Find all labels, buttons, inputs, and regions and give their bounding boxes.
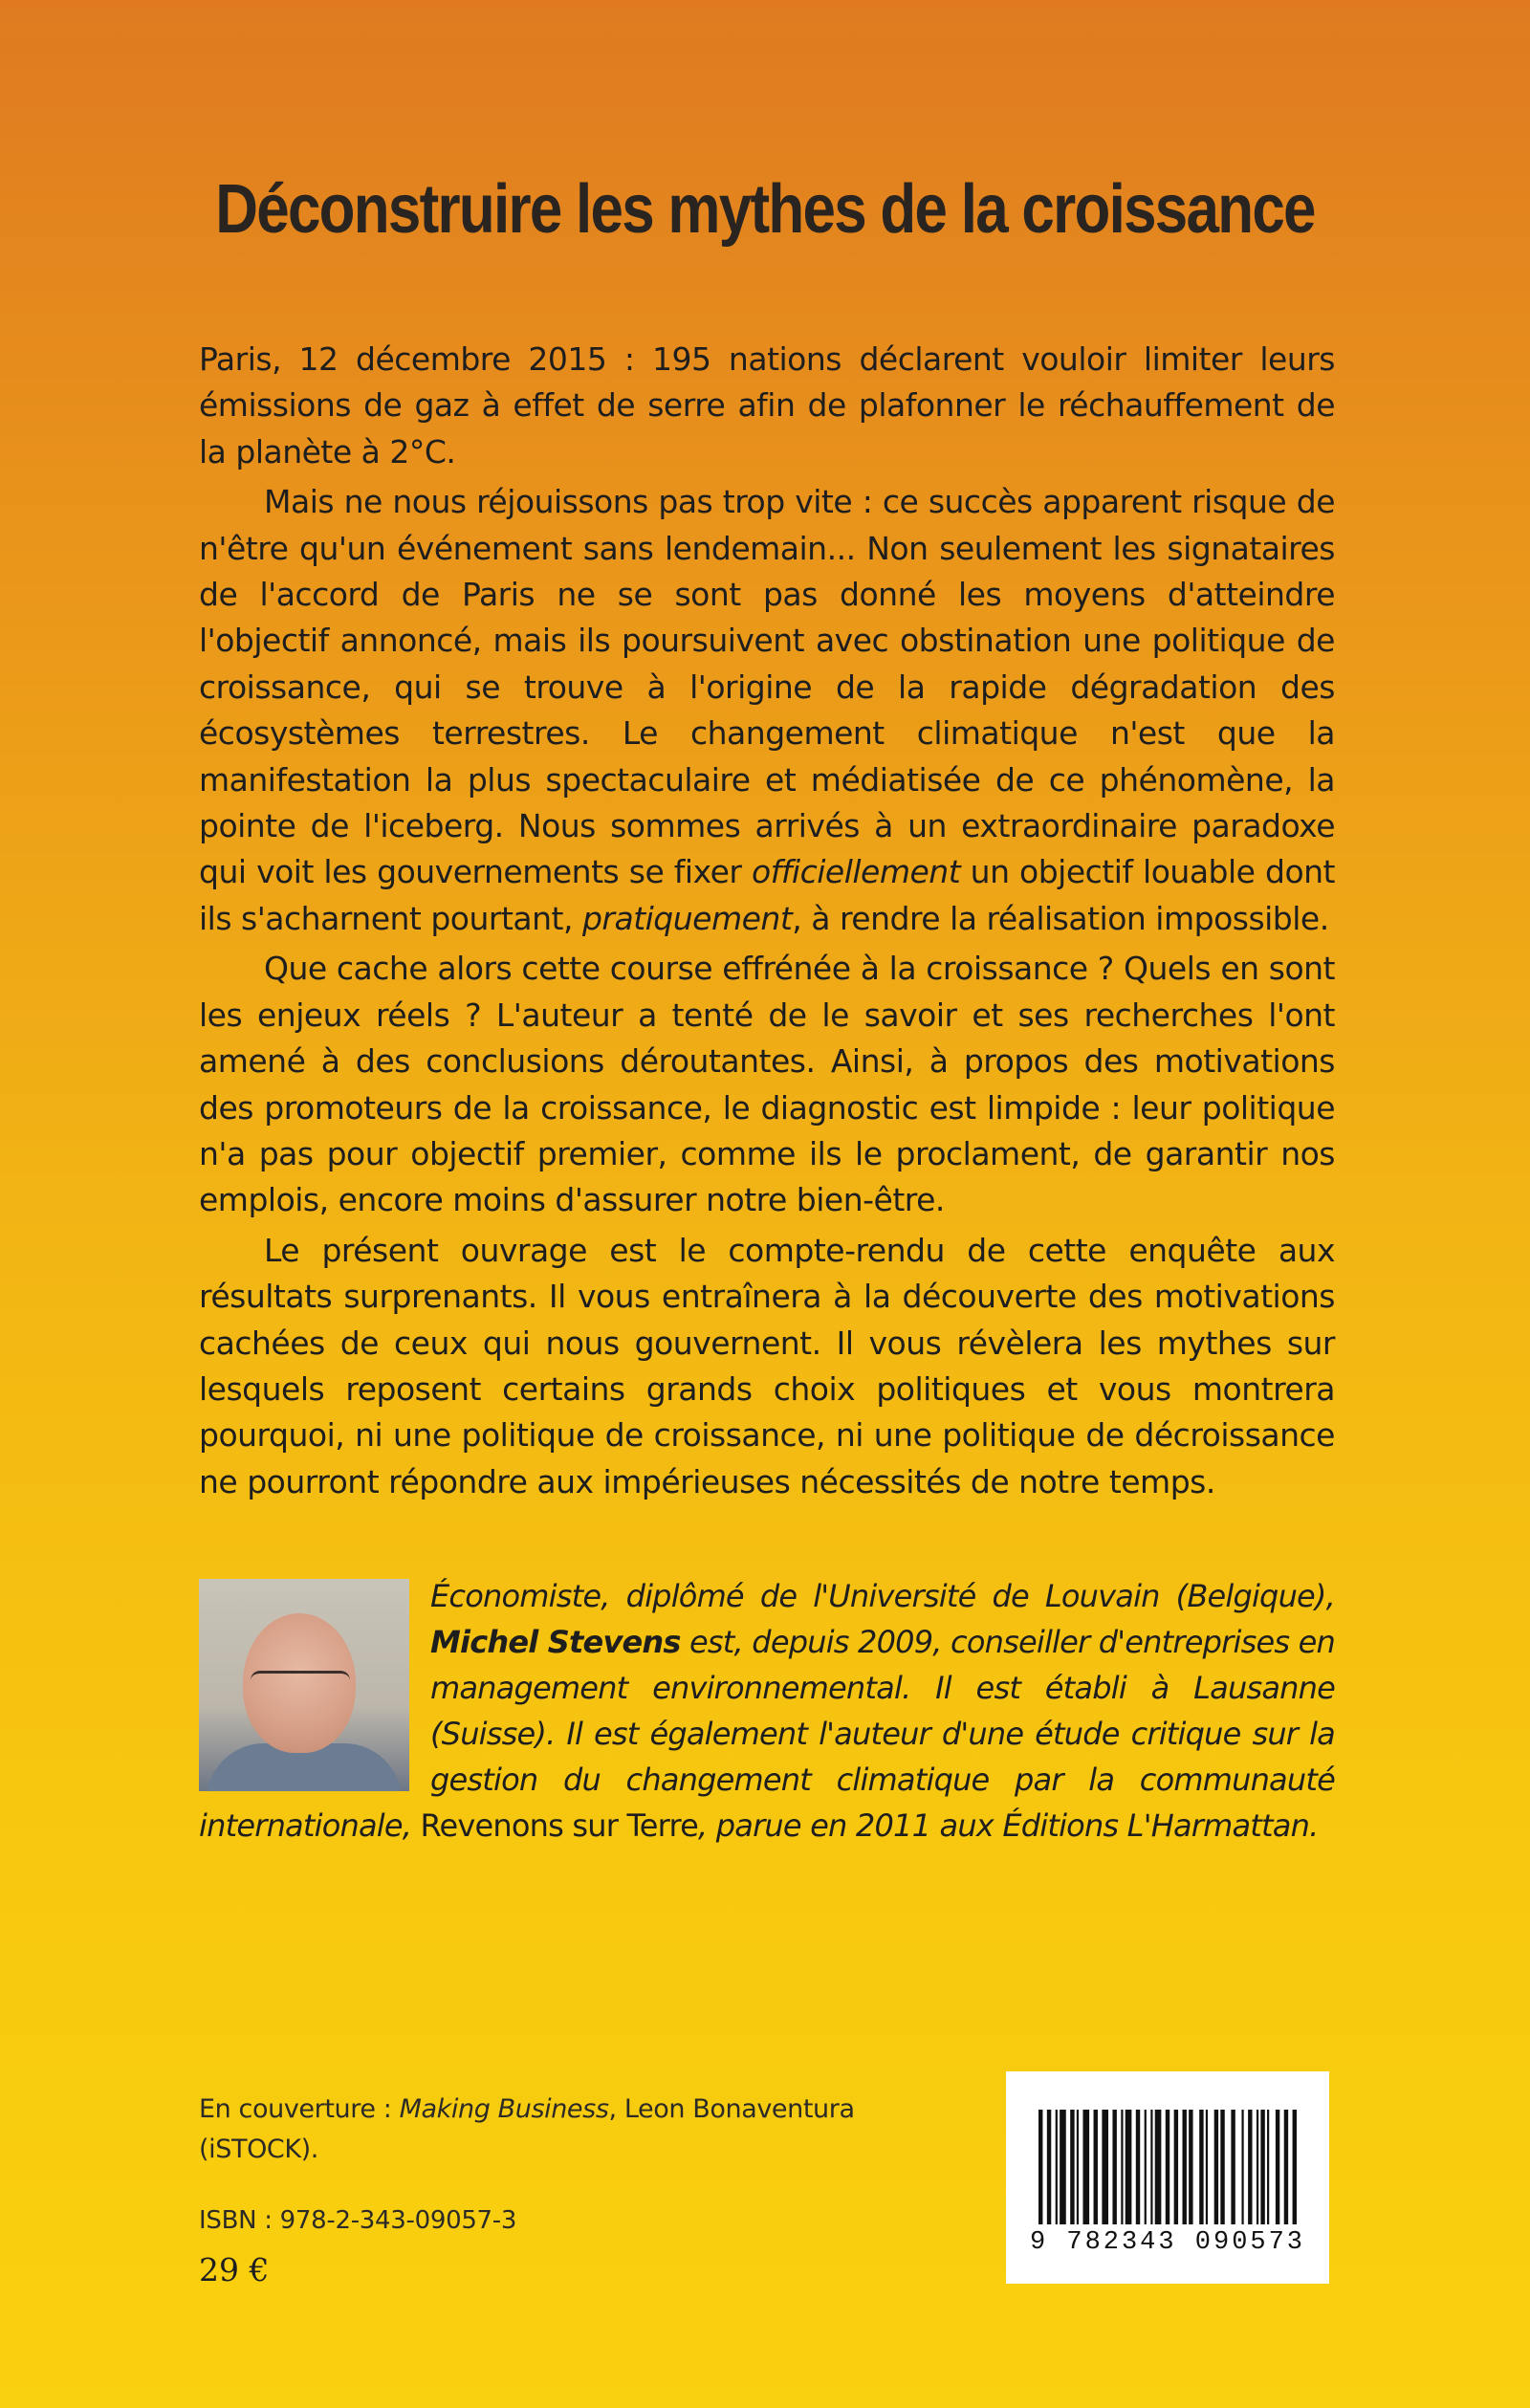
barcode-bar	[1056, 2110, 1058, 2224]
barcode-bar	[1284, 2110, 1288, 2224]
barcode-bar	[1174, 2110, 1178, 2224]
barcode-bar	[1199, 2110, 1203, 2224]
barcode-bar	[1102, 2110, 1108, 2224]
blurb-p2-text-b: un objectif louable dont ils s'acharnent pourtant,	[199, 853, 1335, 937]
barcode-bar	[1150, 2110, 1152, 2224]
barcode-bar	[1276, 2110, 1279, 2224]
credit-rest: , Leon Bonaventura	[608, 2094, 855, 2124]
barcode-bar	[1155, 2110, 1162, 2224]
barcode-bar	[1082, 2110, 1089, 2224]
barcode-bar	[1189, 2110, 1192, 2224]
blurb-paragraph-3: Que cache alors cette course effrénée à la croissance ? Quels en sont les enjeux réels ? L'auteur a tenté de le savoir et ses recherches l'ont amené à des conclusions déroutantes. Ainsi, à propos des motivations des promoteurs de la croissance, le diagnostic est limpide : leur politique n'a pas pour objectif premier, comme ils le proclament, de garantir nos emplois, encore moins d'assurer notre bien-être.	[199, 950, 1335, 1219]
barcode-bar	[1257, 2110, 1258, 2224]
barcode-bar	[1070, 2110, 1074, 2224]
barcode-bar	[1145, 2110, 1147, 2224]
blurb-p2-emphasis-2: pratiquement	[581, 899, 793, 937]
barcode-bar	[1260, 2110, 1264, 2224]
barcode-bar	[1094, 2110, 1098, 2224]
book-title: Déconstruire les mythes de la croissance	[215, 171, 1315, 249]
bio-text-1: Économiste, diplômé de l'Université de Louvain (Belgique),	[430, 1578, 1335, 1614]
barcode	[1006, 2071, 1329, 2284]
barcode-bar	[1038, 2110, 1042, 2224]
blurb-p2-emphasis-1: officiellement	[751, 853, 961, 891]
author-photo	[199, 1579, 409, 1791]
barcode-bar	[1220, 2110, 1224, 2224]
barcode-bar	[1060, 2110, 1066, 2224]
credit-prefix: En couverture :	[199, 2094, 400, 2124]
back-cover-blurb	[199, 337, 1335, 1505]
blurb-paragraph-2	[199, 479, 1335, 942]
credit-line2: (iSTOCK).	[199, 2134, 318, 2164]
barcode-bar	[1077, 2110, 1079, 2224]
barcode-digits: 9 782343 090573	[1029, 2228, 1306, 2257]
bio-book-title: Revenons sur Terre	[420, 1807, 698, 1844]
bio-text-3: , parue en 2011 aux Éditions L'Harmattan.	[698, 1807, 1319, 1844]
credit-work: Making Business	[399, 2094, 609, 2124]
barcode-bar	[1248, 2110, 1252, 2224]
isbn: ISBN : 978-2-343-09057-3	[199, 2206, 517, 2235]
barcode-bar	[1121, 2110, 1123, 2224]
author-bio	[199, 1573, 1335, 1849]
barcode-bar	[1166, 2110, 1169, 2224]
barcode-bar	[1136, 2110, 1140, 2224]
bio-text-2: est, depuis 2009, conseiller d'entreprises en management environnemental. Il est établi à Lausanne (Suisse). Il est également l'auteur d'une étude critique sur la gestion du changement climatique par la communauté internationale,	[199, 1624, 1335, 1844]
blurb-p2-text-c: , à rendre la réalisation impossible.	[792, 899, 1329, 937]
price: 29 €	[199, 2251, 270, 2288]
blurb-paragraph-1: Paris, 12 décembre 2015 : 195 nations déclarent vouloir limiter leurs émissions de gaz à effet de serre afin de plafonner le réchauffement de la planète à 2°C.	[199, 340, 1335, 471]
barcode-bar	[1293, 2110, 1297, 2224]
barcode-bar	[1112, 2110, 1116, 2224]
barcode-bar	[1126, 2110, 1132, 2224]
barcode-bar	[1231, 2110, 1235, 2224]
barcode-bar	[1214, 2110, 1218, 2224]
barcode-bar	[1267, 2110, 1269, 2224]
blurb-paragraph-4: Le présent ouvrage est le compte-rendu de cette enquête aux résultats surprenants. Il vous entraînera à la découverte des motivations cachées de ceux qui nous gouvernent. Il vous révèlera les mythes sur lesquels reposent certains grands choix politiques et vous montrera pourquoi, ni une politique de croissance, ni une politique de décroissance ne pourront répondre aux impérieuses nécessités de notre temps.	[199, 1231, 1335, 1500]
cover-credit	[199, 2090, 855, 2170]
barcode-bar	[1241, 2110, 1243, 2224]
barcode-bars	[1038, 2110, 1297, 2224]
barcode-bar	[1206, 2110, 1208, 2224]
blurb-p2-text-a: Mais ne nous réjouissons pas trop vite : ce succès apparent risque de n'être qu'un événement sans lendemain... Non seulement les signataires de l'accord de Paris ne se sont pas donné les moyens d'atteindre l'objectif annoncé, mais ils poursuivent avec obstination une politique de croissance, qui se trouve à l'origine de la rapide dégradation des écosystèmes terrestres. Le changement climatique n'est que la manifestation la plus spectaculaire et médiatisée de ce phénomène, la pointe de l'iceberg. Nous sommes arrivés à un extraordinaire paradoxe qui voit les gouvernements se fixer	[199, 483, 1335, 891]
author-name: Michel Stevens	[430, 1624, 681, 1660]
barcode-bar	[1047, 2110, 1051, 2224]
barcode-bar	[1182, 2110, 1186, 2224]
